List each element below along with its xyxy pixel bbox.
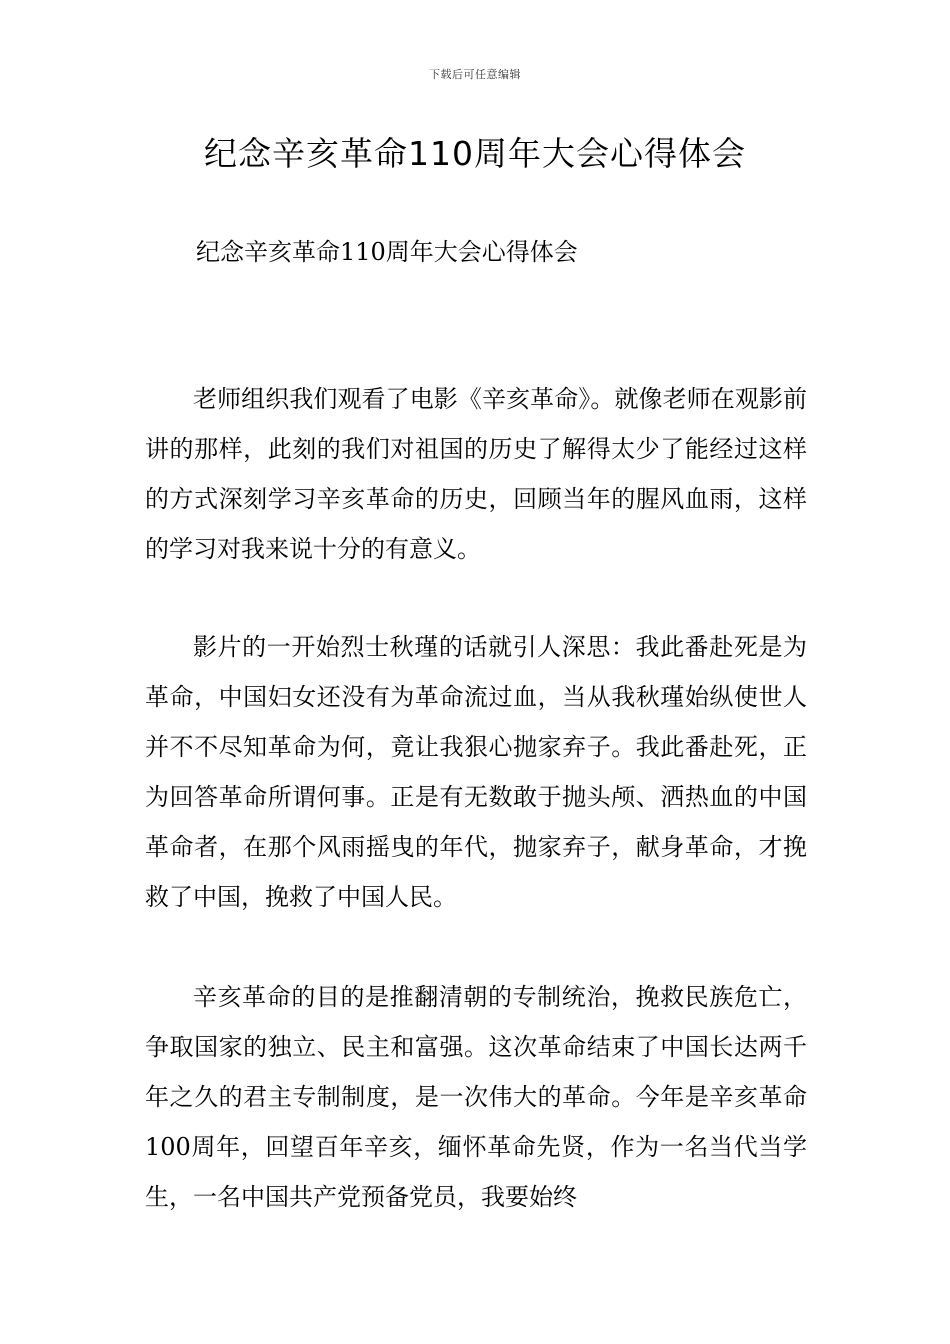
paragraph-block-3: [145, 972, 807, 1222]
document-title: 纪念辛亥革命110周年大会心得体会: [204, 134, 746, 173]
document-subtitle: 纪念辛亥革命110周年大会心得体会: [196, 238, 578, 266]
paragraph-block-1: [145, 374, 807, 574]
header-note: 下载后可任意编辑: [429, 68, 521, 81]
body-paragraph: 辛亥革命的目的是推翻清朝的专制统治，挽救民族危亡，争取国家的独立、民主和富强。这次革命结束了中国长达两千年之久的君主专制制度，是一次伟大的革命。今年是辛亥革命100周年，回望百年辛亥，缅怀革命先贤，作为一名当代当学生，一名中国共产党预备党员，我要始终: [145, 983, 807, 1211]
body-paragraph: 老师组织我们观看了电影《辛亥革命》。就像老师在观影前讲的那样，此刻的我们对祖国的历史了解得太少了能经过这样的方式深刻学习辛亥革命的历史，回顾当年的腥风血雨，这样的学习对我来说十分的有意义。: [145, 385, 807, 563]
paragraph-block-2: [145, 622, 807, 922]
body-paragraph: 影片的一开始烈士秋瑾的话就引人深思：我此番赴死是为革命，中国妇女还没有为革命流过血，当从我秋瑾始纵使世人并不不尽知革命为何，竟让我狠心抛家弃子。我此番赴死，正为回答革命所谓何事。正是有无数敢于抛头颅、洒热血的中国革命者，在那个风雨摇曳的年代，抛家弃子，献身革命，才挽救了中国，挽救了中国人民。: [145, 633, 807, 911]
